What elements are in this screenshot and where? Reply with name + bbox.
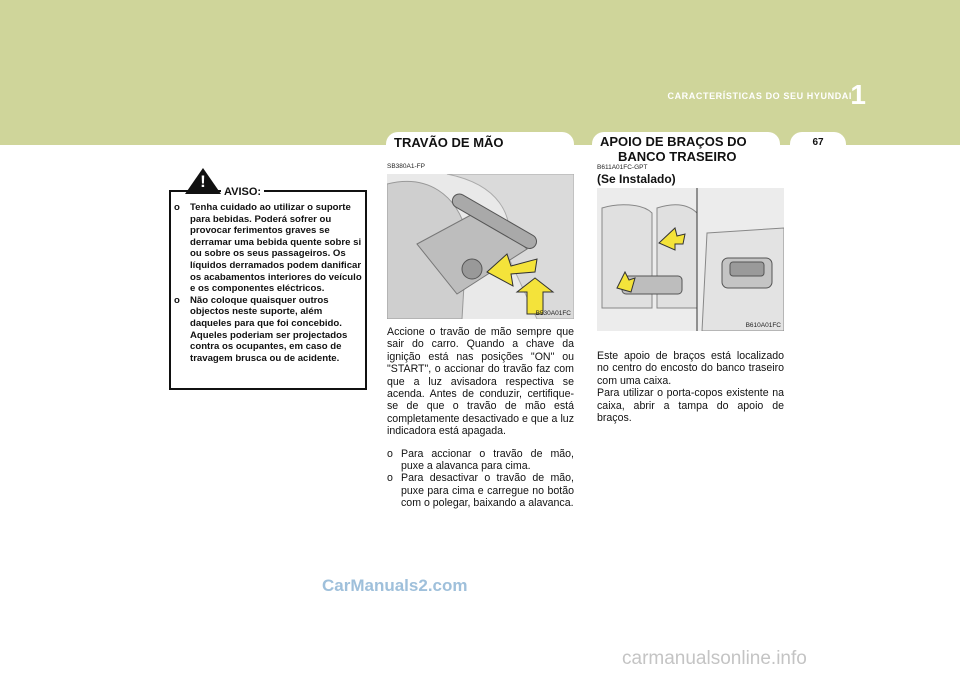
- paragraph: Accione o travão de mão sempre que sair do carro. Quando a chave da ignição está nas posições "ON" ou "START", o accionar do travão faz com que a luz avisadora respectiva se acenda. Antes de conduzir, certifique-se de que o travão de mão está completamente desactivado e que a luz indicadora está apagada.: [387, 326, 574, 438]
- paragraph: Para utilizar o porta-copos existente na caixa, abrir a tampa do apoio de braços.: [597, 387, 784, 425]
- section-title: TRAVÃO DE MÃO: [394, 135, 504, 150]
- image-caption: B530A01FC: [535, 310, 571, 317]
- warning-list: [172, 202, 365, 364]
- image-caption: B610A01FC: [745, 322, 781, 329]
- list-item: [387, 448, 574, 473]
- section-tab-armrest: [592, 132, 780, 164]
- armrest-drawing: [597, 188, 784, 331]
- section-code: SB380A1-FP: [387, 163, 425, 170]
- header-band: [0, 0, 960, 145]
- armrest-illustration: [597, 188, 784, 331]
- instruction-list: [387, 448, 574, 510]
- warning-item: [172, 202, 365, 295]
- section2-body: [597, 350, 784, 424]
- section-tab-parking-brake: [386, 132, 574, 156]
- list-item-text: Para desactivar o travão de mão, puxe para cima e carregue no botão com o polegar, baixando a alavanca.: [401, 472, 574, 510]
- section-code: B611A01FC-GPT: [597, 164, 648, 171]
- bullet: o: [387, 472, 393, 485]
- bullet: o: [387, 447, 393, 460]
- chapter-number: 1: [850, 79, 866, 110]
- bullet: o: [174, 294, 180, 306]
- warning-symbol: !: [200, 172, 206, 191]
- watermark-text: carmanualsonline.info: [622, 648, 807, 669]
- parking-brake-drawing: [387, 174, 574, 319]
- section-subtitle: (Se Instalado): [597, 172, 676, 186]
- parking-brake-illustration: [387, 174, 574, 319]
- warning-item-text: Tenha cuidado ao utilizar o suporte para bebidas. Poderá sofrer ou provocar ferimentos graves se derramar uma bebida quente sobre si ou sobre os seus passageiros. Os líquidos derramados podem danificar os acabamentos interiores do veículo e os componentes eléctricos.: [190, 202, 362, 295]
- page-number: 67: [790, 132, 846, 156]
- section-title-line1: APOIO DE BRAÇOS DO: [600, 134, 747, 149]
- warning-title: AVISO:: [221, 186, 264, 198]
- chapter-title: CARACTERÍSTICAS DO SEU HYUNDAI: [667, 91, 852, 101]
- bullet: o: [174, 202, 180, 213]
- warning-item: [172, 295, 365, 365]
- watermark-link[interactable]: CarManuals2.com: [322, 576, 468, 595]
- warning-item-text: Não coloque quaisquer outros objectos neste suporte, além daqueles para que foi concebido. Aqueles poderiam ser projectados contra os ocupantes, em caso de travagem brusca ou de acidente.: [190, 294, 348, 364]
- section-title-line2: BANCO TRASEIRO: [618, 149, 737, 164]
- paragraph: Este apoio de braços está localizado no centro do encosto do banco traseiro com uma caixa.: [597, 350, 784, 387]
- list-item-text: Para accionar o travão de mão, puxe a alavanca para cima.: [401, 447, 574, 473]
- list-item: [387, 472, 574, 509]
- section1-body: [387, 326, 574, 510]
